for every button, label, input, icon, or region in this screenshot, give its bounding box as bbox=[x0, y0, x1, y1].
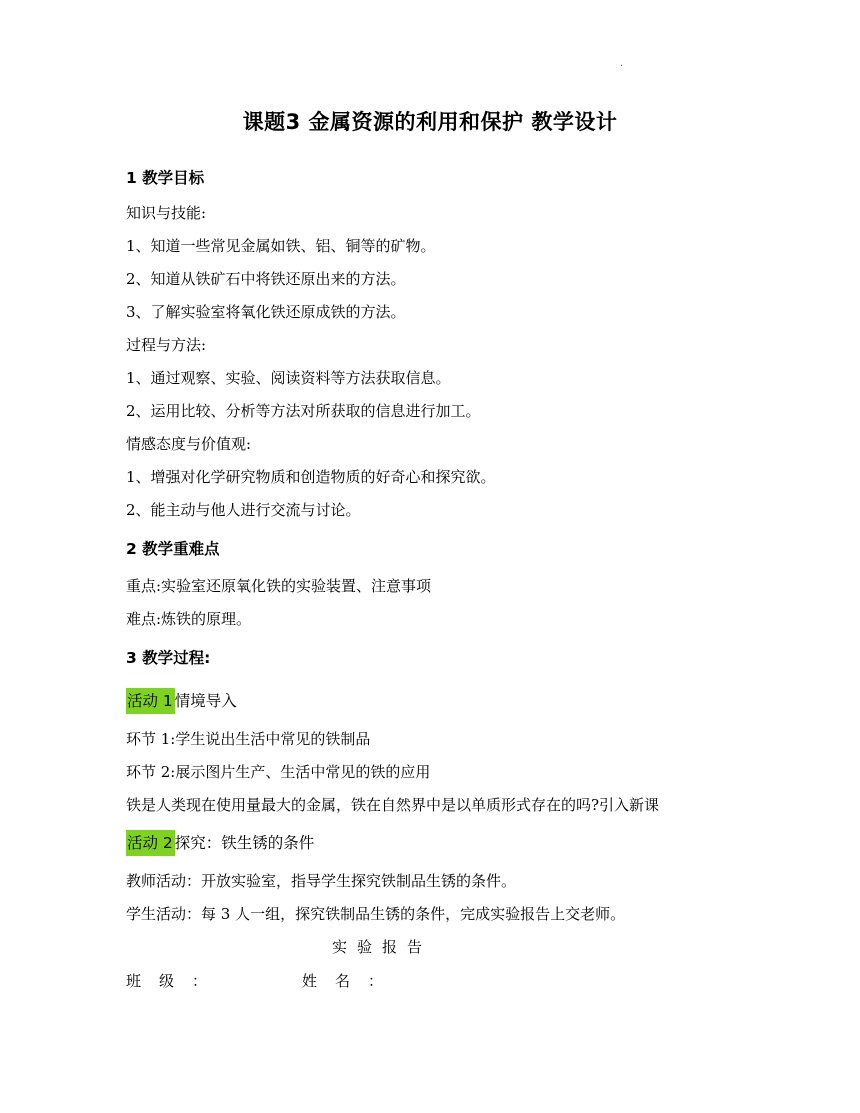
activity-2-title: 探究：铁生锈的条件 bbox=[174, 834, 315, 852]
activity-2-tag: 活动 2 bbox=[126, 830, 175, 856]
activity-2-heading bbox=[126, 831, 314, 853]
report-title: 实验报告 bbox=[332, 938, 433, 956]
difficulty-line: 难点:炼铁的原理。 bbox=[126, 610, 252, 628]
objective-line: 情感态度与价值观: bbox=[126, 435, 252, 453]
class-label bbox=[126, 970, 225, 991]
objective-line: 3、了解实验室将氧化铁还原成铁的方法。 bbox=[126, 303, 406, 321]
activity-1-title: 情境导入 bbox=[174, 692, 237, 710]
section-heading-key-points: 2 教学重难点 bbox=[126, 540, 220, 558]
objective-line: 2、能主动与他人进行交流与讨论。 bbox=[126, 501, 361, 519]
activity-1-tag: 活动 1 bbox=[126, 688, 175, 714]
key-point-line: 重点:实验室还原氧化铁的实验装置、注意事项 bbox=[126, 577, 432, 595]
activity-1-line: 环节 2:展示图片生产、生活中常见的铁的应用 bbox=[126, 763, 431, 781]
section-heading-process: 3 教学过程: bbox=[126, 649, 211, 667]
header-dot: . bbox=[620, 58, 624, 69]
activity-1-line: 环节 1:学生说出生活中常见的铁制品 bbox=[126, 730, 371, 748]
activity-2-line: 学生活动：每 3 人一组，探究铁制品生锈的条件，完成实验报告上交老师。 bbox=[126, 905, 626, 923]
activity-1-line: 铁是人类现在使用量最大的金属，铁在自然界中是以单质形式存在的吗?引入新课 bbox=[126, 796, 660, 814]
name-label bbox=[302, 970, 401, 991]
objective-line: 1、增强对化学研究物质和创造物质的好奇心和探究欲。 bbox=[126, 468, 496, 486]
objective-line: 2、知道从铁矿石中将铁还原出来的方法。 bbox=[126, 270, 406, 288]
objective-line: 1、通过观察、实验、阅读资料等方法获取信息。 bbox=[126, 369, 451, 387]
objective-line: 过程与方法: bbox=[126, 336, 207, 354]
activity-2-line: 教师活动：开放实验室，指导学生探究铁制品生锈的条件。 bbox=[126, 872, 517, 890]
section-heading-objectives: 1 教学目标 bbox=[126, 169, 205, 187]
name-label-text: 姓名： bbox=[302, 972, 402, 990]
class-label-text: 班级： bbox=[126, 972, 226, 990]
page-title: 课题3 金属资源的利用和保护 教学设计 bbox=[242, 110, 618, 134]
objective-line: 1、知道一些常见金属如铁、铝、铜等的矿物。 bbox=[126, 237, 436, 255]
objective-line: 知识与技能: bbox=[126, 204, 207, 222]
activity-1-heading bbox=[126, 689, 237, 711]
objective-line: 2、运用比较、分析等方法对所获取的信息进行加工。 bbox=[126, 402, 481, 420]
